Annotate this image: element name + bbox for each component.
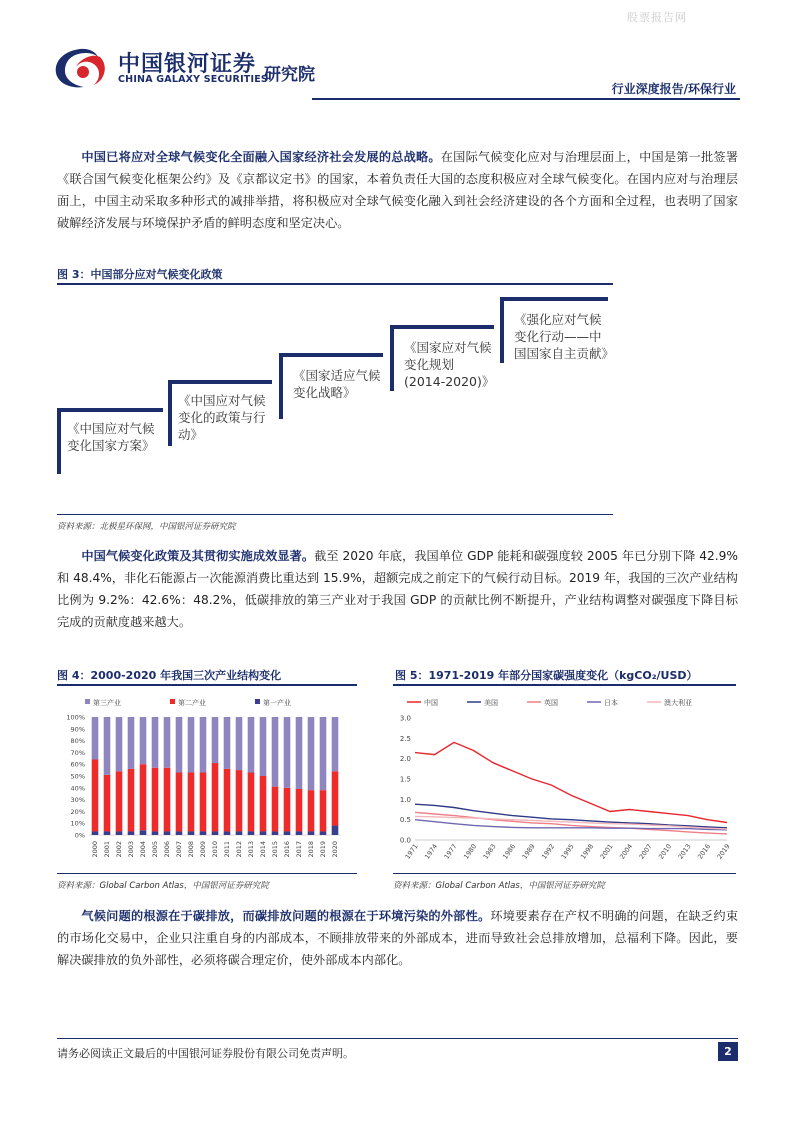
bar-segment — [284, 717, 291, 788]
paragraph-2-lead: 中国气候变化政策及其贯彻实施成效显著。 — [81, 549, 315, 563]
brand-name-en: CHINA GALAXY SECURITIES — [118, 74, 268, 85]
x-tick-label: 2013 — [247, 841, 255, 858]
bar-segment — [260, 831, 267, 835]
y-tick-label: 30% — [70, 796, 85, 805]
bar-segment — [320, 790, 327, 831]
x-tick-label: 2001 — [103, 841, 111, 858]
bar-segment — [224, 769, 231, 832]
legend-label: 美国 — [484, 699, 498, 707]
y-tick-label: 1.0 — [399, 795, 411, 804]
carbon-intensity-chart — [393, 690, 736, 870]
bar-segment — [260, 776, 267, 831]
bar-segment — [212, 717, 219, 763]
x-tick-label: 2011 — [223, 841, 231, 858]
bar-segment — [116, 717, 123, 771]
x-tick-label: 1992 — [540, 842, 557, 861]
bar-segment — [140, 764, 147, 830]
bar-segment — [296, 717, 303, 789]
figure-3-top-rule — [57, 283, 613, 285]
bar-segment — [140, 830, 147, 835]
bar-segment — [296, 831, 303, 835]
figure-3-source: 资料来源：北极星环保网，中国银河证券研究院 — [57, 522, 236, 532]
x-tick-label: 2004 — [618, 842, 635, 861]
x-tick-label: 2014 — [259, 841, 267, 858]
bar-segment — [92, 759, 99, 831]
footer-divider — [57, 1038, 738, 1039]
paragraph-3-lead: 气候问题的根源在于碳排放，而碳排放问题的根源在于环境污染的外部性。 — [81, 909, 491, 923]
y-tick-label: 2.0 — [399, 755, 411, 764]
figure-4-title: 图 4：2000-2020 年我国三次产业结构变化 — [57, 669, 282, 682]
bar-segment — [284, 788, 291, 832]
x-tick-label: 1980 — [462, 842, 479, 861]
legend-swatch — [85, 699, 90, 704]
x-tick-label: 1989 — [520, 842, 537, 861]
legend-swatch — [170, 699, 175, 704]
bar-segment — [128, 831, 135, 835]
y-tick-label: 0% — [74, 831, 85, 840]
staircase-step-2-label: 《中国应对气候变化的政策与行动》 — [178, 393, 266, 442]
bar-segment — [176, 772, 183, 831]
staircase-step-4 — [390, 325, 494, 391]
figure-4-bottom-rule — [57, 873, 357, 874]
bar-segment — [188, 717, 195, 772]
legend-label: 中国 — [424, 699, 438, 707]
x-tick-label: 2013 — [676, 842, 693, 861]
paragraph-1-lead: 中国已将应对全球气候变化全面融入国家经济社会发展的总战略。 — [81, 150, 441, 164]
staircase-step-4-label: 《国家应对气候变化规划(2014-2020)》 — [404, 340, 495, 389]
bar-segment — [320, 831, 327, 835]
bar-segment — [176, 831, 183, 835]
bar-segment — [272, 831, 279, 835]
bar-segment — [152, 831, 159, 835]
bar-segment — [224, 831, 231, 835]
bar-segment — [284, 831, 291, 835]
x-tick-label: 2019 — [715, 842, 732, 861]
staircase-step-3 — [279, 353, 383, 419]
x-tick-label: 2015 — [271, 841, 279, 858]
bar-segment — [320, 717, 327, 790]
legend-label: 第三产业 — [93, 699, 121, 707]
bar-segment — [308, 790, 315, 831]
bar-segment — [164, 831, 171, 835]
legend-label: 日本 — [604, 699, 618, 707]
y-tick-label: 0.5 — [399, 816, 411, 825]
x-tick-label: 2007 — [637, 842, 654, 861]
bar-segment — [116, 771, 123, 831]
series-line — [415, 812, 727, 834]
x-tick-label: 2002 — [115, 841, 123, 858]
bar-segment — [104, 775, 111, 832]
x-tick-label: 2005 — [151, 841, 159, 858]
bar-segment — [140, 717, 147, 764]
x-tick-label: 1977 — [442, 842, 459, 861]
footer-disclaimer: 请务必阅读正文最后的中国银河证券股份有限公司免责声明。 — [57, 1047, 354, 1060]
bar-segment — [332, 771, 339, 825]
bar-segment — [236, 831, 243, 835]
galaxy-logo — [50, 45, 110, 91]
bar-segment — [260, 717, 267, 776]
y-tick-label: 1.5 — [399, 775, 411, 784]
x-tick-label: 2017 — [295, 841, 303, 858]
x-tick-label: 2008 — [187, 841, 195, 858]
figure-5-title: 图 5：1971-2019 年部分国家碳强度变化（kgCO₂/USD） — [395, 669, 698, 682]
bar-segment — [164, 768, 171, 832]
bar-segment — [212, 831, 219, 835]
x-tick-label: 2003 — [127, 841, 135, 858]
staircase-step-5-label: 《强化应对气候变化行动——中国国家自主贡献》 — [514, 312, 615, 361]
staircase-step-5 — [500, 297, 615, 363]
y-tick-label: 40% — [70, 784, 85, 793]
y-tick-label: 70% — [70, 748, 85, 757]
y-tick-label: 20% — [70, 807, 85, 816]
legend-label: 第一产业 — [263, 699, 291, 707]
x-tick-label: 2010 — [657, 842, 674, 861]
figure-4-top-rule — [57, 684, 357, 686]
bar-segment — [308, 717, 315, 790]
x-tick-label: 2006 — [163, 841, 171, 858]
bar-segment — [236, 770, 243, 831]
bar-segment — [332, 717, 339, 771]
x-tick-label: 2009 — [199, 841, 207, 858]
x-tick-label: 2004 — [139, 841, 147, 858]
y-tick-label: 0.0 — [399, 836, 411, 845]
y-tick-label: 80% — [70, 737, 85, 746]
staircase-step-2 — [168, 380, 272, 446]
y-tick-label: 90% — [70, 725, 85, 734]
bar-segment — [212, 763, 219, 831]
industry-structure-chart — [57, 690, 357, 870]
bar-segment — [92, 717, 99, 759]
figure-3-bottom-rule — [57, 514, 613, 515]
x-tick-label: 1998 — [579, 842, 596, 861]
header-divider — [312, 98, 740, 100]
x-tick-label: 2012 — [235, 841, 243, 858]
y-tick-label: 60% — [70, 760, 85, 769]
paragraph-2 — [57, 545, 738, 633]
x-tick-label: 2019 — [319, 841, 327, 858]
figure-3-title: 图 3：中国部分应对气候变化政策 — [57, 268, 223, 281]
bar-segment — [296, 789, 303, 831]
bar-segment — [272, 787, 279, 832]
x-tick-label: 1995 — [559, 842, 576, 861]
staircase-step-1 — [57, 408, 163, 474]
page-number: 2 — [718, 1042, 738, 1061]
bar-segment — [332, 826, 339, 835]
paragraph-1 — [57, 146, 738, 234]
legend-swatch — [255, 699, 260, 704]
bar-segment — [236, 717, 243, 770]
paragraph-2-body: 截至 2020 年底，我国单位 GDP 能耗和碳强度较 2005 年已分别下降 42.9%和 48.4%，非化石能源占一次能源消费比重达到 15.9%，超额完成之前定下的气候行动目标。2019 年，我国的三次产业结构比例为 9.2%：42.6%：48.2%，低碳排放的第三产业对于我国 GDP 的贡献比例不断提升，产业结构调整对碳强度下降目标完成的贡献度越来越大。 — [57, 549, 739, 629]
bar-segment — [248, 717, 255, 772]
x-tick-label: 1974 — [423, 842, 440, 861]
bar-segment — [272, 717, 279, 787]
legend-label: 英国 — [544, 699, 558, 707]
y-tick-label: 3.0 — [399, 714, 411, 723]
legend-label: 澳大利亚 — [664, 699, 692, 707]
paragraph-3-body: 环境要素存在产权不明确的问题，在缺乏约束的市场化交易中，企业只注重自身的内部成本，不顾排放带来的外部成本，进而导致社会总排放增加，总福利下降。因此，要解决碳排放的负外部性，必须将碳合理定价，使外部成本内部化。 — [57, 909, 739, 967]
figure-5-top-rule — [393, 684, 736, 686]
staircase-step-3-label: 《国家适应气候变化战略》 — [293, 368, 381, 400]
legend-label: 第二产业 — [178, 699, 206, 707]
bar-segment — [104, 717, 111, 775]
x-tick-label: 2000 — [91, 841, 99, 858]
x-tick-label: 2001 — [598, 842, 615, 861]
y-tick-label: 10% — [70, 819, 85, 828]
paragraph-1-body: 在国际气候变化应对与治理层面上，中国是第一批签署《联合国气候变化框架公约》及《京都议定书》的国家，本着负责任大国的态度积极应对全球气候变化。在国内应对与治理层面上，中国主动采取多种形式的减排举措，将积极应对全球气候变化融入到社会经济建设的各个方面和全过程，也表明了国家破解经济发展与环境保护矛盾的鲜明态度和坚定决心。 — [57, 150, 739, 230]
bar-segment — [152, 768, 159, 832]
bar-segment — [200, 772, 207, 831]
bar-segment — [128, 717, 135, 769]
bar-segment — [128, 769, 135, 832]
x-tick-label: 2010 — [211, 841, 219, 858]
x-tick-label: 2007 — [175, 841, 183, 858]
figure-5-bottom-rule — [393, 873, 736, 874]
bar-segment — [188, 772, 195, 831]
staircase-step-1-label: 《中国应对气候变化国家方案》 — [67, 421, 155, 453]
x-tick-label: 2020 — [331, 841, 339, 858]
bar-segment — [152, 717, 159, 768]
bar-segment — [188, 831, 195, 835]
brand-name-cn: 中国银河证券 — [118, 52, 257, 77]
y-tick-label: 50% — [70, 772, 85, 781]
bar-segment — [308, 831, 315, 835]
x-tick-label: 1983 — [481, 842, 498, 861]
bar-segment — [104, 831, 111, 835]
series-line — [415, 742, 727, 822]
bar-segment — [176, 717, 183, 772]
bar-segment — [164, 717, 171, 768]
y-tick-label: 100% — [66, 713, 85, 722]
bar-segment — [200, 831, 207, 835]
y-tick-label: 2.5 — [399, 734, 411, 743]
bar-segment — [248, 831, 255, 835]
report-type: 行业深度报告/环保行业 — [611, 82, 736, 96]
figure-5-source: 资料来源：Global Carbon Atlas，中国银河证券研究院 — [393, 881, 605, 891]
x-tick-label: 2016 — [696, 842, 713, 861]
bar-segment — [116, 831, 123, 835]
institute-label: 研究院 — [264, 65, 315, 85]
bar-segment — [92, 831, 99, 835]
watermark: 股票报告网 — [627, 11, 687, 24]
figure-4-source: 资料来源：Global Carbon Atlas，中国银河证券研究院 — [57, 881, 269, 891]
bar-segment — [248, 772, 255, 831]
bar-segment — [224, 717, 231, 769]
x-tick-label: 1971 — [403, 842, 420, 861]
x-tick-label: 2016 — [283, 841, 291, 858]
x-tick-label: 2018 — [307, 841, 315, 858]
bar-segment — [200, 717, 207, 772]
paragraph-3 — [57, 905, 738, 971]
x-tick-label: 1986 — [501, 842, 518, 861]
